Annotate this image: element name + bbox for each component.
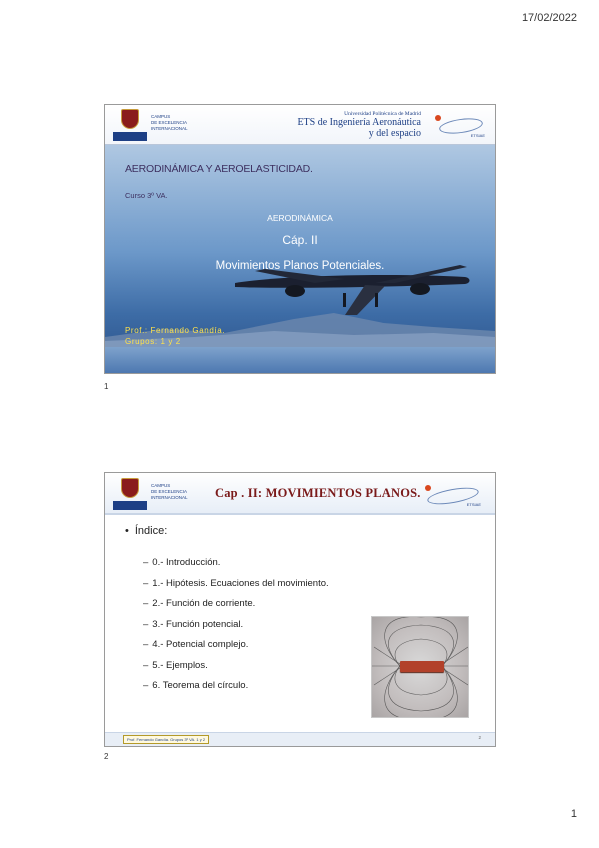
slide-footer	[105, 732, 495, 746]
bar-magnet	[400, 661, 444, 672]
index-heading: • Índice:	[125, 525, 168, 537]
print-date: 17/02/2022	[521, 12, 577, 24]
list-item: – 3.- Función potencial.	[143, 618, 244, 630]
slide-title: Cap . II: MOVIMIENTOS PLANOS.	[215, 486, 421, 500]
page-number: 1	[570, 808, 577, 820]
etsiae-logo-icon: ETSIAE	[417, 477, 487, 511]
footer-page-number: 2	[478, 735, 481, 740]
slide-title: AERODINÁMICA Y AEROELASTICIDAD.	[125, 163, 313, 175]
list-item: – 0.- Introducción.	[143, 557, 221, 568]
upm-crest-icon	[113, 478, 147, 510]
etsiae-logo-icon: ETSIAE	[429, 109, 489, 141]
chapter-label: Cáp. II	[282, 233, 318, 247]
list-item: – 2.- Función de corriente.	[143, 598, 256, 609]
list-item: – 4.- Potencial complejo.	[143, 639, 249, 650]
slide-number: 2	[104, 752, 109, 761]
slide-header	[105, 473, 495, 515]
sea-graphic	[105, 347, 495, 373]
subject-label: AERODINÁMICA	[267, 213, 333, 223]
professor-info: Prof.: Fernando Gandía. Grupos: 1 y 2	[125, 326, 226, 346]
upm-crest-icon	[113, 109, 147, 141]
course-label: Curso 3º VA.	[125, 191, 168, 200]
list-item: – 6. Teorema del círculo.	[143, 680, 249, 691]
list-item: – 5.- Ejemplos.	[143, 659, 208, 671]
school-name: Universidad Politécnica de Madrid ETS de Ingeniería Aeronáutica y del espacio	[297, 111, 421, 139]
footer-credit: Prof. Fernando Gandía. Grupos 3º VA. 1 y 2	[123, 735, 209, 744]
slide-number: 1	[104, 382, 109, 391]
slide-1	[104, 104, 496, 374]
index-list	[143, 557, 329, 701]
chapter-title: Movimientos Planos Potenciales.	[215, 260, 385, 272]
campus-excelencia-label: CAMPUS DE EXCELENCIA INTERNACIONAL	[151, 114, 188, 131]
slide-header	[105, 105, 495, 145]
slide-2	[104, 472, 496, 747]
campus-excelencia-label: CAMPUS DE EXCELENCIA INTERNACIONAL	[151, 483, 188, 500]
magnetic-field-image	[371, 616, 469, 718]
list-item: – 1.- Hipótesis. Ecuaciones del movimiento.	[143, 577, 329, 589]
